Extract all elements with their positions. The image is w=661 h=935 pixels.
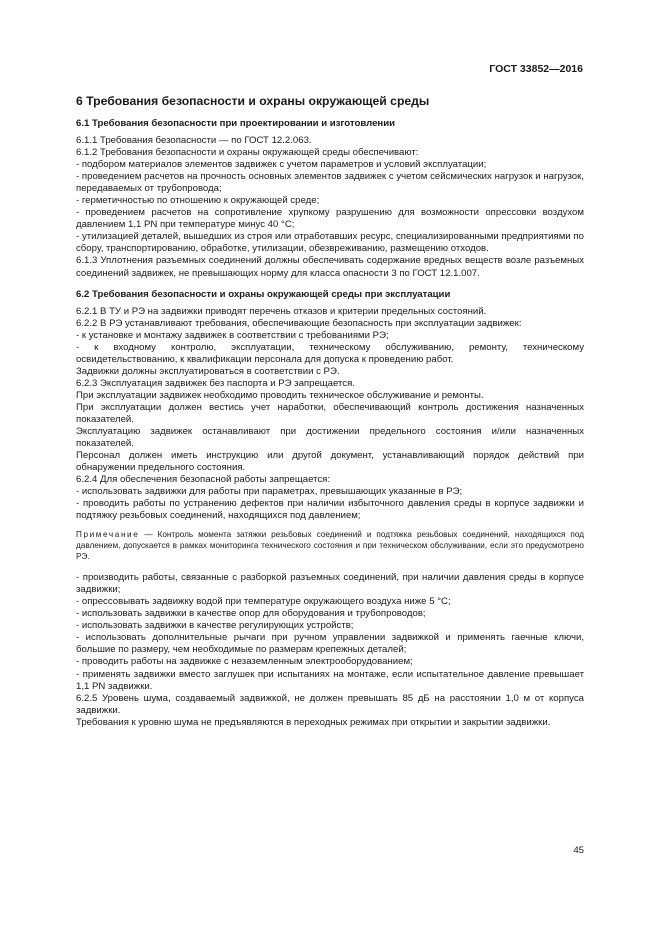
paragraph: - проведением расчетов на сопротивление хрупкому разрушению для возможности опрессовки воздухом давлением 1,1 PN при температуре минус 40 °С;: [76, 207, 584, 231]
paragraph: Задвижки должны эксплуатироваться в соответствии с РЭ.: [76, 365, 340, 377]
subsection-6-2-body: [76, 306, 584, 729]
paragraph: 6.2.2 В РЭ устанавливают требования, обеспечивающие безопасность при эксплуатации задвижек:: [76, 317, 522, 329]
subsection-title-6-1: 6.1 Требования безопасности при проектировании и изготовлении: [76, 118, 396, 129]
paragraph: - герметичностью по отношению к окружающей среде;: [76, 195, 320, 207]
paragraph: При эксплуатации должен вестись учет наработки, обеспечивающий контроль достижения назначенных показателей.: [76, 401, 584, 425]
subsection-title-6-2: 6.2 Требования безопасности и охраны окружающей среды при эксплуатации: [76, 288, 451, 300]
paragraph: 6.1.2 Требования безопасности и охраны окружающей среды обеспечивают:: [76, 147, 419, 159]
paragraph: Требования к уровню шума не предъявляются в переходных режимах при открытии и закрытии задвижки.: [76, 716, 551, 728]
paragraph: - применять задвижки вместо заглушек при испытаниях на монтаже, если испытательное давление превышает 1,1 PN задвижки.: [76, 668, 584, 692]
page-number: 45: [573, 845, 584, 856]
paragraph: - использовать дополнительные рычаги при ручном управлении задвижкой и применять гаечные ключи, большие по размеру, чем необходимые по размерам крепежных деталей;: [76, 632, 584, 656]
paragraph: 6.2.4 Для обеспечения безопасной работы запрещается:: [76, 474, 331, 486]
paragraph: - к установке и монтажу задвижек в соответствии с требованиями РЭ;: [76, 329, 389, 341]
paragraph: Персонал должен иметь инструкцию или другой документ, устанавливающий порядок действий при обнаружении предельного состояния.: [76, 450, 584, 474]
document-code: ГОСТ 33852—2016: [489, 63, 583, 75]
paragraph: - проводить работы по устранению дефектов при наличии избыточного давления среды в корпусе задвижки и подтяжку резьбовых соединений, находящихся под давлением;: [76, 498, 584, 522]
paragraph: 6.2.5 Уровень шума, создаваемый задвижкой, не должен превышать 85 дБ на расстоянии 1,0 м от корпуса задвижки.: [76, 692, 584, 716]
paragraph: - утилизацией деталей, вышедших из строя или отработавших ресурс, специализированными предприятиями по сбору, транспортированию, обработке, утилизации, обезвреживанию, размещению отходов.: [76, 231, 584, 255]
paragraph: - производить работы, связанные с разборкой разъемных соединений, при наличии давления среды в корпусе задвижки;: [76, 572, 584, 596]
paragraph: При эксплуатации задвижек необходимо проводить техническое обслуживание и ремонты.: [76, 389, 484, 401]
note: [76, 530, 584, 563]
paragraph: - к входному контролю, эксплуатации, техническому обслуживанию, ремонту, техническому освидетельствованию, к квалификации персонала для допуска к проведению работ.: [76, 341, 584, 365]
paragraph: - использовать задвижки в качестве регулирующих устройств;: [76, 620, 354, 632]
paragraph: - использовать задвижки для работы при параметрах, превышающих указанные в РЭ;: [76, 486, 463, 498]
paragraph: 6.2.3 Эксплуатация задвижек без паспорта и РЭ запрещается.: [76, 377, 355, 389]
note-text: — Контроль момента затяжки резьбовых соединений и подтяжка резьбовых соединений, находящихся под давлением, допускается в рамках мониторинга технического состояния и при техническом обслуживании, если это предусмотрено РЭ.: [76, 530, 584, 562]
paragraph: 6.1.3 Уплотнения разъемных соединений должны обеспечивать содержание вредных веществ возле разъемных соединений задвижек, не превышающих норму для класса опасности 3 по ГОСТ 12.1.007.: [76, 255, 584, 279]
paragraph: 6.2.1 В ТУ и РЭ на задвижки приводят перечень отказов и критерии предельных состояний.: [76, 305, 487, 317]
paragraph: 6.1.1 Требования безопасности — по ГОСТ 12.2.063.: [76, 135, 312, 146]
page-content: [76, 94, 584, 729]
paragraph: - проводить работы на задвижке с незаземленным электрооборудованием;: [76, 656, 413, 668]
note-label: Примечание: [76, 530, 140, 540]
paragraph: - опрессовывать задвижку водой при температуре окружающего воздуха ниже 5 °С;: [76, 596, 451, 608]
paragraph: - использовать задвижки в качестве опор для оборудования и трубопроводов;: [76, 608, 426, 620]
subsection-6-1-body: [76, 135, 584, 280]
paragraph: - подбором материалов элементов задвижек с учетом параметров и условий эксплуатации;: [76, 159, 487, 171]
section-title: 6 Требования безопасности и охраны окружающей среды: [76, 94, 430, 108]
paragraph: Эксплуатацию задвижек останавливают при достижении предельного состояния и/или назначенных показателей.: [76, 426, 584, 450]
paragraph: - проведением расчетов на прочность основных элементов задвижек с учетом сейсмических нагрузок и нагрузок, передаваемых от трубопровода;: [76, 171, 584, 195]
